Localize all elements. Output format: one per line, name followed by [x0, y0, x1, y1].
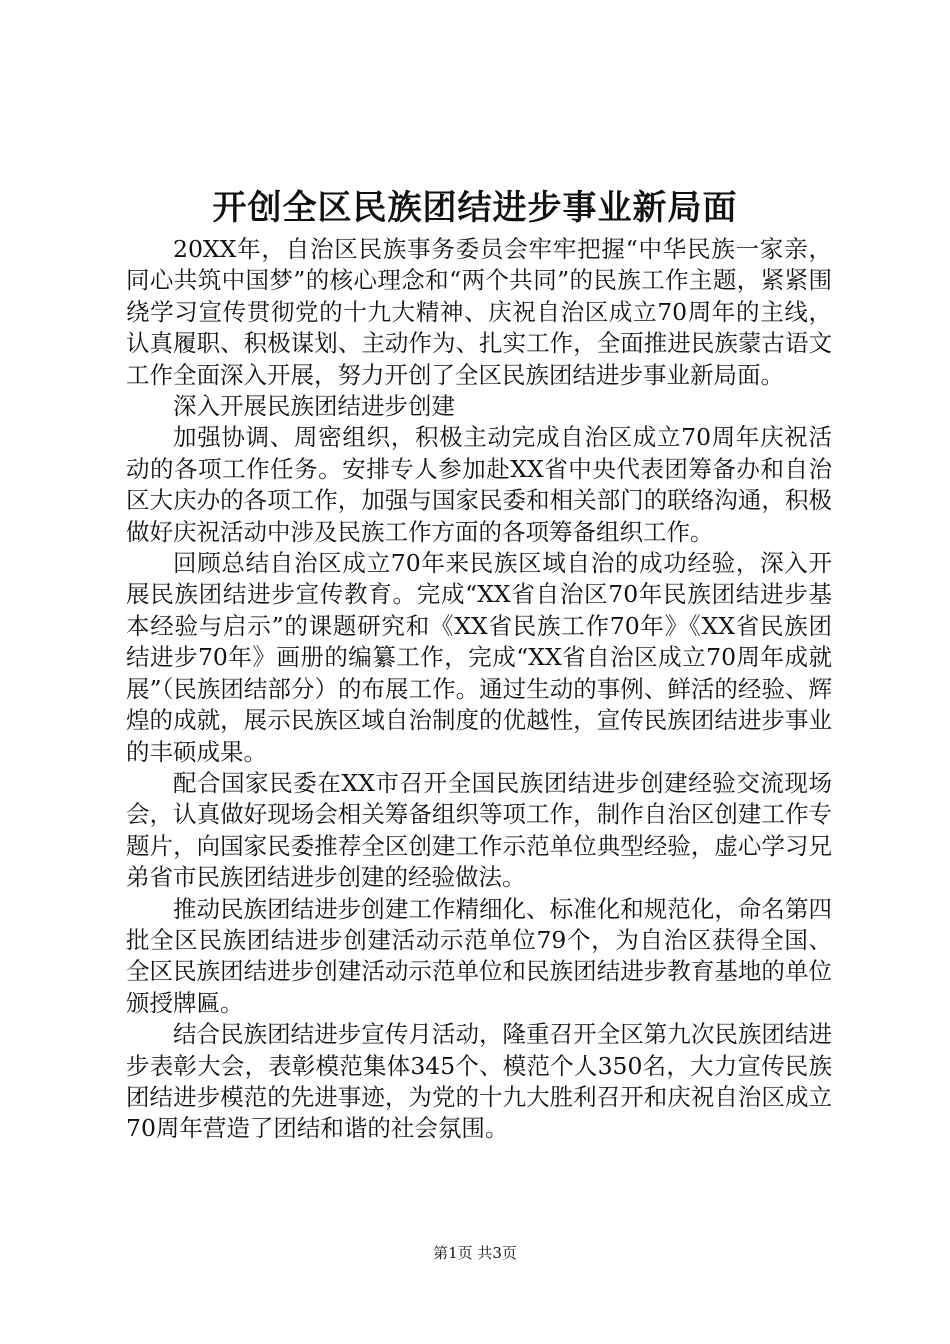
document-body [126, 234, 832, 1145]
body-paragraph: 推动民族团结进步创建工作精细化、标准化和规范化，命名第四批全区民族团结进步创建活动示范单位79个，为自治区获得全国、全区民族团结进步创建活动示范单位和民族团结进步教育基地的单位颁授牌匾。 [126, 894, 832, 1017]
page-number-footer: 第1页 共3页 [433, 1244, 517, 1262]
body-paragraph: 配合国家民委在XX市召开全国民族团结进步创建经验交流现场会，认真做好现场会相关筹备组织等项工作，制作自治区创建工作专题片，向国家民委推荐全区创建工作示范单位典型经验，虚心学习兄弟省市民族团结进步创建的经验做法。 [126, 768, 832, 892]
intro-paragraph: 20XX年，自治区民族事务委员会牢牢把握“中华民族一家亲，同心共筑中国梦”的核心理念和“两个共同”的民族工作主题，紧紧围绕学习宣传贯彻党的十九大精神、庆祝自治区成立70周年的主线，认真履职、积极谋划、主动作为、扎实工作，全面推进民族蒙古语文工作全面深入开展，努力开创了全区民族团结进步事业新局面。 [126, 235, 832, 389]
section-heading: 深入开展民族团结进步创建 [173, 392, 455, 421]
body-paragraph: 加强协调、周密组织，积极主动完成自治区成立70周年庆祝活动的各项工作任务。安排专人参加赴XX省中央代表团筹备办和自治区大庆办的各项工作，加强与国家民委和相关部门的联络沟通，积极做好庆祝活动中涉及民族工作方面的各项筹备组织工作。 [126, 423, 832, 546]
body-paragraph: 回顾总结自治区成立70年来民族区域自治的成功经验，深入开展民族团结进步宣传教育。完成“XX省自治区70年民族团结进步基本经验与启示”的课题研究和《XX省民族工作70年》《XX省民族团结进步70年》画册的编纂工作，完成“XX省自治区成立70周年成就展”（民族团结部分）的布展工作。通过生动的事例、鲜活的经验、辉煌的成就，展示民族区域自治制度的优越性，宣传民族团结进步事业的丰硕成果。 [126, 549, 832, 766]
body-paragraph: 结合民族团结进步宣传月活动，隆重召开全区第九次民族团结进步表彰大会，表彰模范集体345个、模范个人350名，大力宣传民族团结进步模范的先进事迹，为党的十九大胜利召开和庆祝自治区成立70周年营造了团结和谐的社会氛围。 [126, 1020, 832, 1143]
document-title: 开创全区民族团结进步事业新局面 [212, 188, 738, 228]
